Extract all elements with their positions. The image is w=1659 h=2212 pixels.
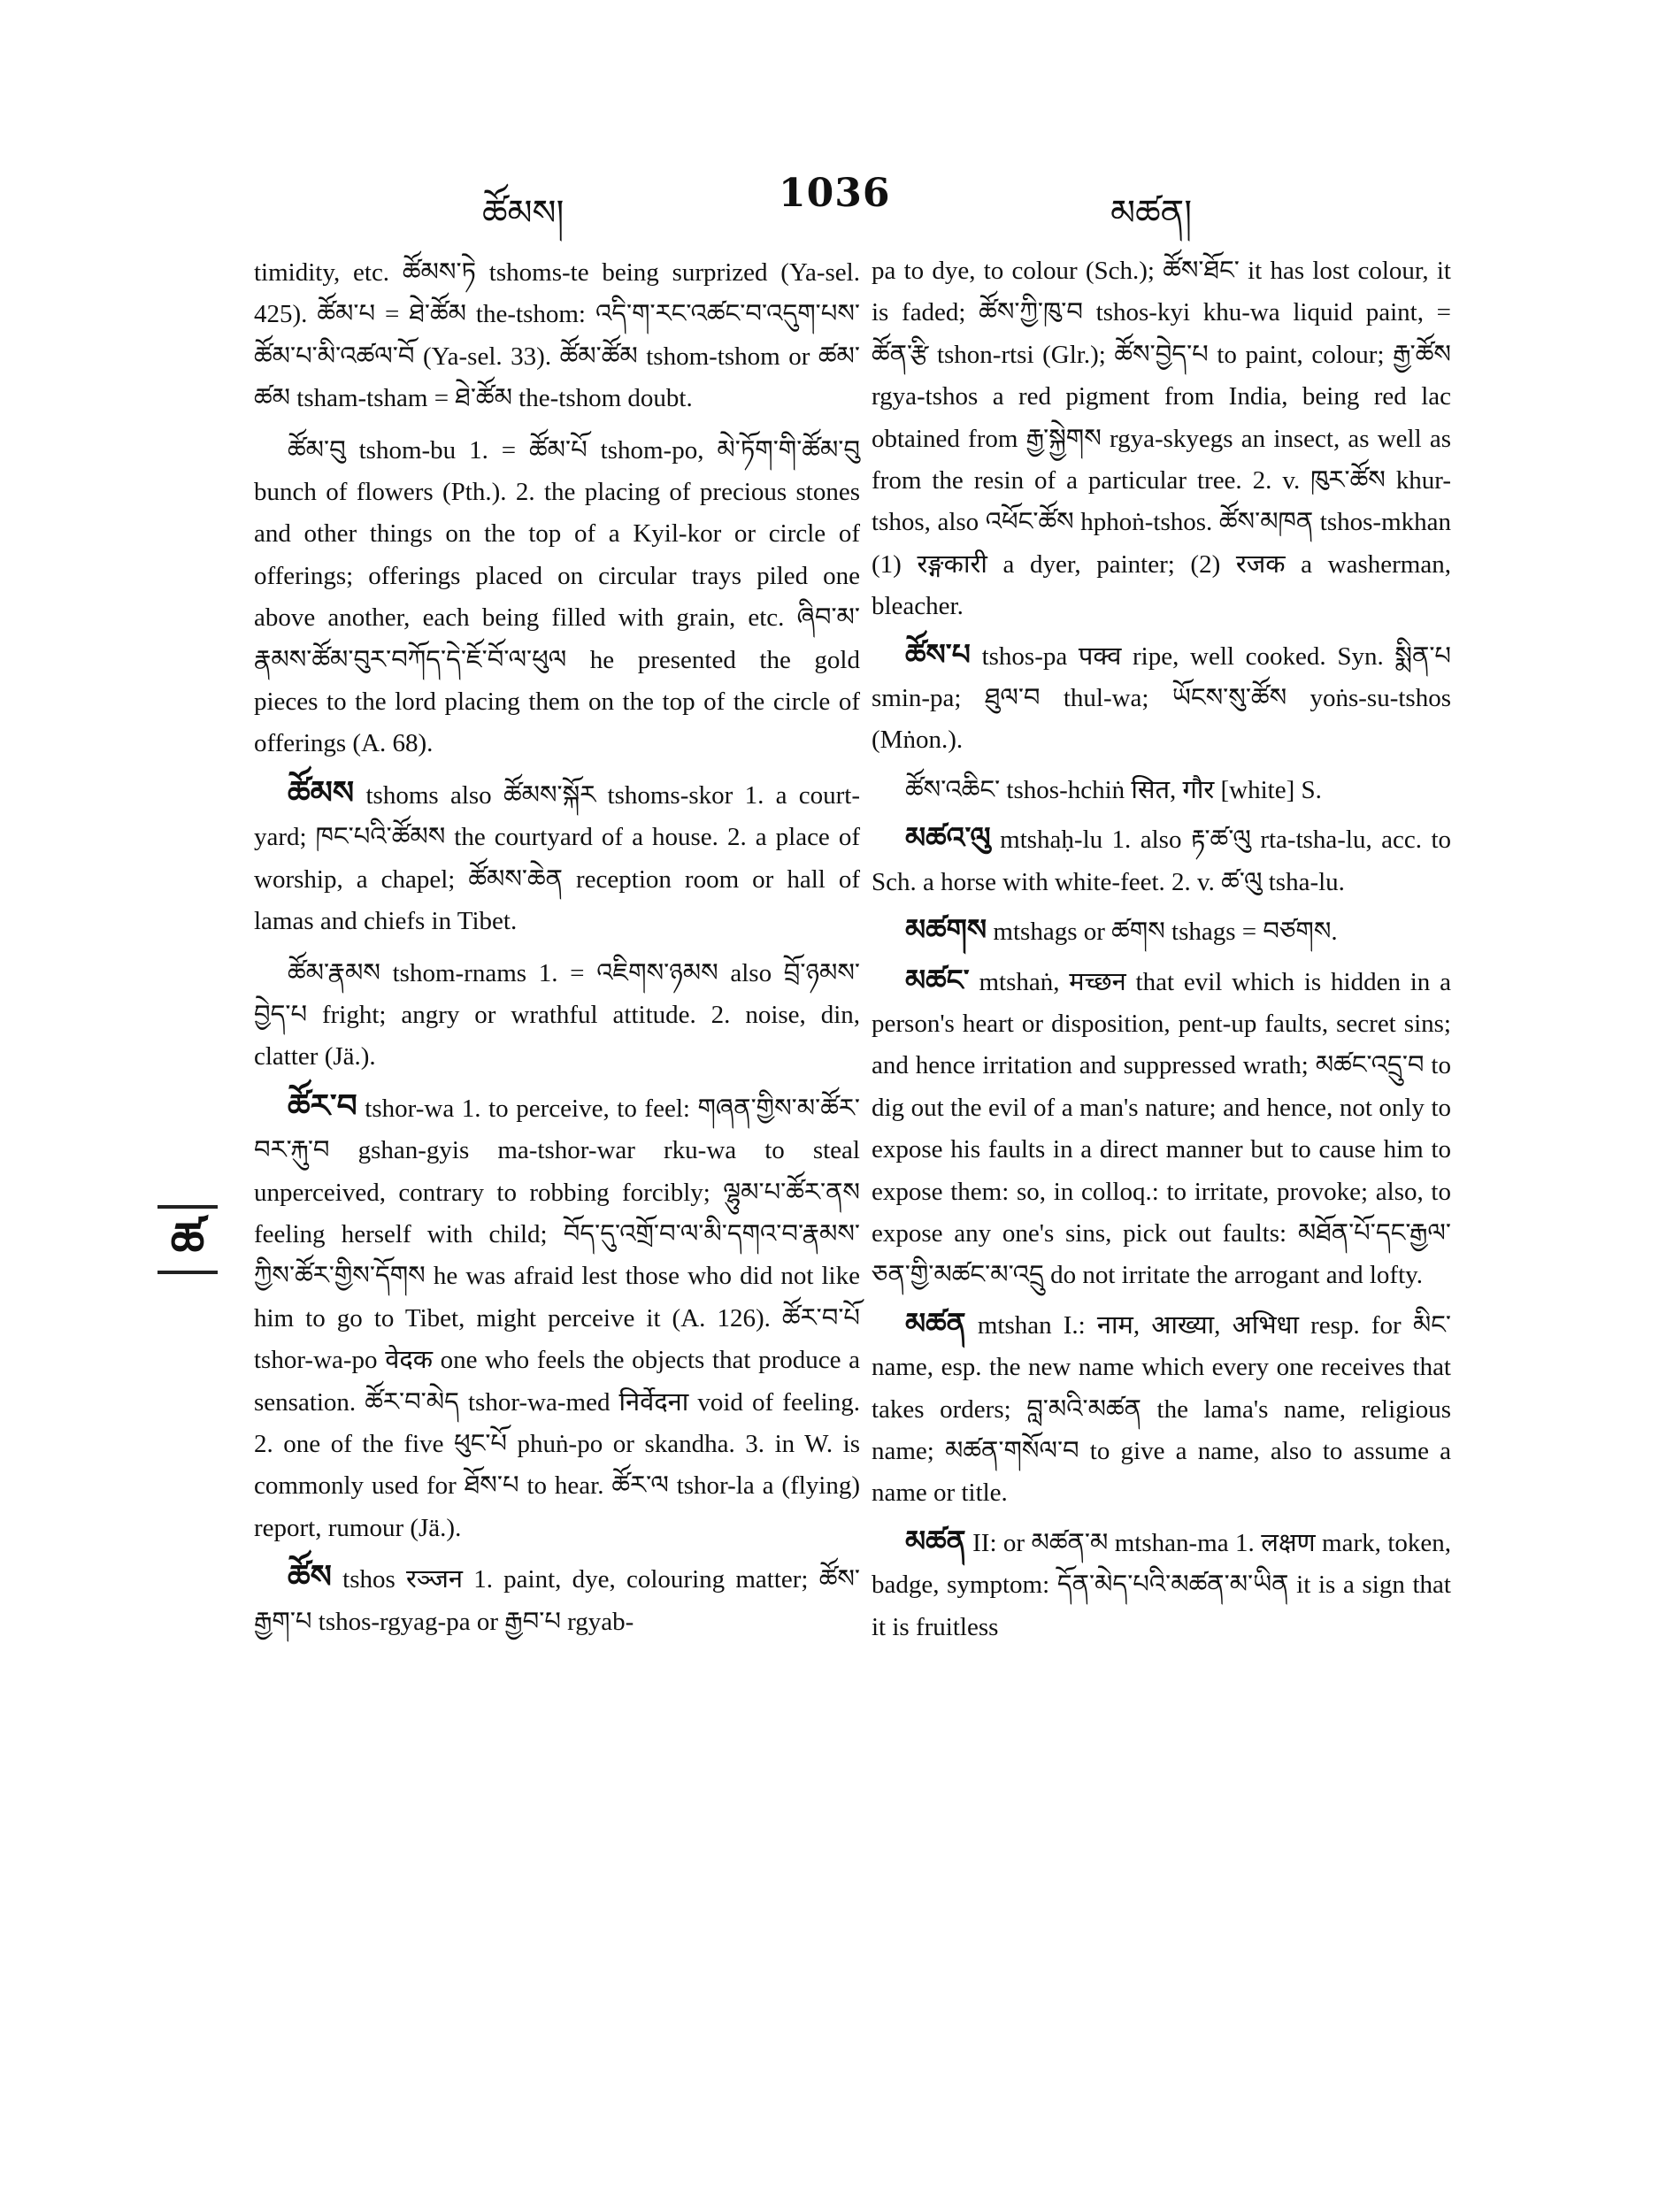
dictionary-entry bbox=[254, 950, 860, 1079]
entry-headword: མཚགས bbox=[905, 915, 987, 948]
dictionary-entry bbox=[872, 635, 1451, 762]
entry-text: mtshaḥ-lu 1. also རྟ་ཚ་ལུ rta-tsha-lu, acc. to Sch. a horse with white-feet. 2. v. ཚ་ལུ tsha-lu. bbox=[872, 826, 1452, 896]
dictionary-entry bbox=[872, 818, 1451, 903]
page-header bbox=[0, 171, 1659, 234]
entry-text: tshos-pa पक्व ripe, well cooked. Syn. སྨིན་པ smin-pa; ཐུལ་བ thul-wa; ཡོངས་སུ་ཚོས yoṅs-su-tshos (Mṅon.). bbox=[872, 641, 1452, 755]
entry-text: ཚོས་འཆིང་ tshos-hchiṅ सित, गौर [white] S. bbox=[905, 775, 1322, 804]
dictionary-entry bbox=[254, 1556, 860, 1643]
dictionary-entry bbox=[872, 1522, 1451, 1648]
entry-text: timidity, etc. ཚོམས་ཏེ tshoms-te being surprized (Ya-sel. 425). ཚོམ་པ = ཐེ་ཚོམ the-tshom: འདི་ག་རང་འཚང་བ་འདུག་པས་ཚོམ་པ་མི་འཚལ་བོ (Ya-sel. 33). ཚོམ་ཚོམ tshom-tshom or ཚམ་ཚམ tsham-tsham = ཐེ་ཚོམ the-tshom doubt. bbox=[254, 258, 860, 413]
entry-headword: མཚན bbox=[905, 1308, 966, 1340]
entry-text: II: or མཚན་མ mtshan-ma 1. लक्षण mark, token, badge, symptom: དོན་མེད་པའི་མཚན་མ་ཡིན it is a sign that it is fruitless bbox=[872, 1528, 1452, 1641]
running-head-left: ཚོམས། bbox=[482, 193, 565, 234]
left-column bbox=[254, 250, 860, 1650]
dictionary-entry bbox=[254, 1086, 860, 1549]
dictionary-entry bbox=[872, 250, 1451, 628]
right-column bbox=[872, 250, 1451, 1655]
entry-text: tshoms also ཚོམས་སྐོར tshoms-skor 1. a court-yard; ཁང་པའི་ཚོམས the courtyard of a house. 2. a place of worship, a chapel; ཚོམས་ཆེན reception room or hall of lamas and chiefs in Tibet. bbox=[254, 780, 860, 936]
entry-headword: ཚོམས bbox=[288, 774, 355, 810]
dictionary-entry bbox=[254, 772, 860, 943]
entry-text: ཚོམ་རྣམས tshom-rnams 1. = འཇིགས་ཉམས also བྲོ་ཉམས་བྱེད་པ fright; angry or wrathful attitude. 2. noise, din, clatter (Jä.). bbox=[254, 958, 860, 1071]
entry-text: mtshan I.: नाम, आख्या, अभिधा resp. for མིང་ name, esp. the new name which every one receives that takes orders; བླ་མའི་མཚན the lama's name, religious name; མཚན་གསོལ་བ to give a name, also to assume a name or title. bbox=[872, 1310, 1452, 1508]
dictionary-entry bbox=[254, 250, 860, 420]
dictionary-entry bbox=[872, 1304, 1451, 1515]
entry-headword: ཚོས་པ bbox=[905, 639, 971, 672]
page-number: 1036 bbox=[779, 171, 891, 216]
entry-headword: ཚོས bbox=[288, 1559, 332, 1595]
entry-text: mtshaṅ, मच्छन that evil which is hidden in a person's heart or disposition, pent-up faults, secret sins; and hence irritation and suppressed wrath; མཚང་འདྲུ་བ to dig out the evil of a man's nature; and hence, not only to expose his faults in a direct manner but to cause him to expose them: so, in colloq.: to irritate, provoke; also, to expose any one's sins, pick out faults: མཐོན་པོ་དང་རྒྱལ་ཅན་གྱི་མཚང་མ་འདྲུ do not irritate the arrogant and lofty. bbox=[872, 967, 1451, 1290]
section-thumb-index: ཚ bbox=[157, 1205, 218, 1274]
entry-text: pa to dye, to colour (Sch.); ཚོས་ཐོང་ it has lost colour, it is faded; ཚོས་ཀྱི་ཁུ་བ tshos-kyi khu-wa liquid paint, = ཚོན་རྩི tshon-rtsi (Glr.); ཚོས་བྱེད་པ to paint, colour; རྒྱ་ཚོས rgya-tshos a red pigment from India, being red lac obtained from རྒྱ་སྐྱེགས rgya-skyegs an insect, as well as from the resin of a particular tree. 2. v. ཁུར་ཚོས khur-tshos, also འཕོང་ཚོས hphoṅ-tshos. ཚོས་མཁན tshos-mkhan (1) रङ्गकारी a dyer, painter; (2) रजक a washerman, bleacher. bbox=[872, 257, 1451, 621]
entry-text: mtshags or ཚགས tshags = བཙགས. bbox=[993, 918, 1338, 947]
entry-headword: མཚང་ bbox=[905, 964, 970, 997]
entry-headword: མཚའ་ལུ bbox=[905, 823, 991, 856]
running-head-right: མཚན། bbox=[1110, 193, 1193, 234]
entry-text: tshor-wa 1. to perceive, to feel: གཞན་གྱིས་མ་ཚོར་བར་རྐུ་བ gshan-gyis ma-tshor-war rku-wa to steal unperceived, contrary to robbing forcibly; ལྷུམ་པ་ཚོར་ནས feeling herself with child; བོད་དུ་འགྲོ་བ་ལ་མི་དགའ་བ་རྣམས་ཀྱིས་ཚོར་གྱིས་དོགས he was afraid lest those who did not like him to go to Tibet, might perceive it (A. 126). ཚོར་བ་པོ tshor-wa-po वेदक one who feels the objects that produce a sensation. ཚོར་བ་མེད tshor-wa-med निर्वेदना void of feeling. 2. one of the five ཕུང་པོ phuṅ-po or skandha. 3. in W. is commonly used for ཐོས་པ to hear. ཚོར་ལ tshor-la a (flying) report, rumour (Jä.). bbox=[254, 1094, 860, 1542]
entry-headword: མཚན bbox=[905, 1525, 966, 1558]
dictionary-entry bbox=[872, 769, 1451, 811]
entry-text: ཚོམ་བུ tshom-bu 1. = ཚོམ་པོ tshom-po, མེ་ཏོག་གི་ཚོམ་བུ bunch of flowers (Pth.). 2. the placing of precious stones and other things on the top of a Kyil-kor or circle of offerings; offerings placed on circular trays piled one above another, each being filled with grain, etc. ཞིབ་མ་རྣམས་ཚོམ་བུར་བཀོད་དེ་ཇོ་བོ་ལ་ཕུལ he presented the gold pieces to the lord placing them on the top of the circle of offerings (A. 68). bbox=[254, 435, 860, 758]
dictionary-entry bbox=[872, 961, 1451, 1297]
dictionary-entry bbox=[254, 427, 860, 765]
entry-headword: ཚོར་བ bbox=[288, 1087, 357, 1124]
dictionary-entry bbox=[872, 910, 1451, 953]
entry-text: tshos रञ्जन 1. paint, dye, colouring matter; ཚོས་རྒྱག་པ tshos-rgyag-pa or རྒྱབ་པ rgyab- bbox=[254, 1565, 861, 1636]
